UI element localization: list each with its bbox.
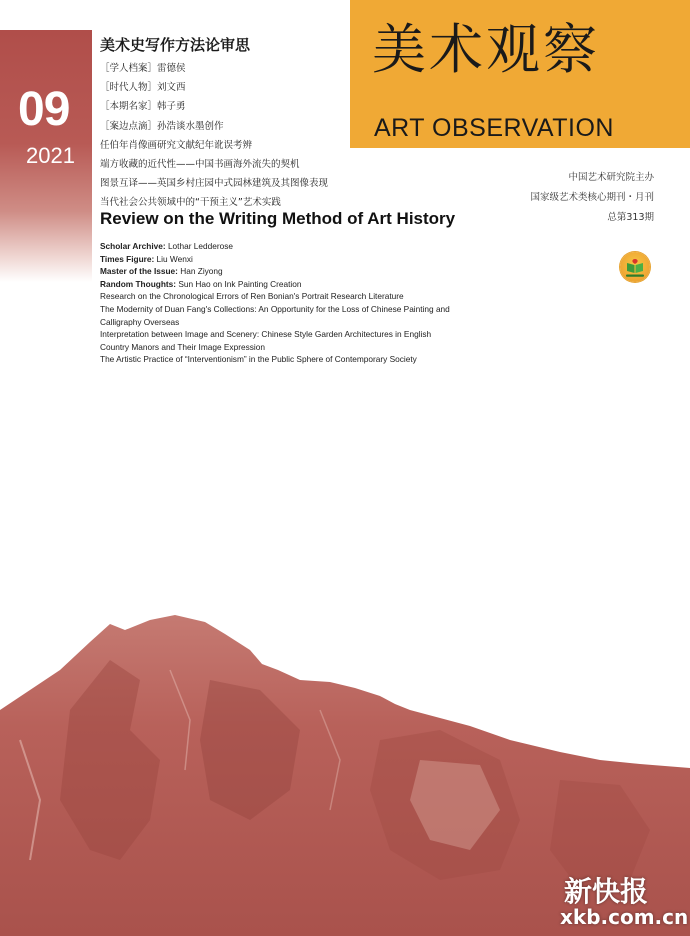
publisher-line: 国家级艺术类核心期刊・月刊	[530, 192, 654, 203]
contents-en-item: Research on the Chronological Errors of Ren Bonian's Portrait Research Literature	[100, 291, 404, 302]
masthead-title-cn: 美术观察	[372, 18, 600, 81]
contents-cn-item: 当代社会公共领域中的“干预主义”艺术实践	[100, 197, 281, 209]
open-book-icon	[620, 252, 650, 282]
contents-en-heading: Review on the Writing Method of Art History	[100, 209, 456, 228]
contents-cn-heading: 美术史写作方法论审思	[100, 36, 251, 54]
issue-number: 09	[18, 83, 70, 136]
contents-cn-item: ［本期名家］韩子勇	[100, 101, 186, 113]
contents-en-item: Interpretation between Image and Scenery: Chinese Style Garden Architectures in English Country Manors and Their Image Expression	[100, 329, 432, 352]
contents-cn-item: ［学人档案］雷德侯	[100, 63, 186, 74]
contents-en-item: Scholar Archive: Lothar Ledderose	[100, 241, 233, 251]
contents-cn-item: 任伯年肖像画研究文献纪年讹误考辨	[100, 139, 253, 151]
contents-en-item: Master of the Issue: Han Ziyong	[100, 266, 223, 277]
issue-year: 2021	[26, 143, 75, 168]
contents-cn-item: 图景互译——英国乡村庄园中式园林建筑及其图像表现	[100, 178, 329, 190]
contents-cn-list	[100, 59, 328, 213]
publisher-line: 总第313期	[607, 212, 654, 223]
publisher-line: 中国艺术研究院主办	[568, 172, 654, 183]
masthead-block	[350, 0, 690, 148]
contents-en-item: Times Figure: Liu Wenxi	[100, 253, 193, 264]
publisher-info	[530, 168, 654, 228]
masthead-title-en: ART OBSERVATION	[374, 114, 614, 142]
contents-en-item: The Modernity of Duan Fang's Collections: An Opportunity for the Loss of Chinese Painting and Calligraphy Overseas	[100, 303, 450, 327]
contents-en-item: Random Thoughts: Sun Hao on Ink Painting Creation	[100, 278, 302, 289]
award-badge	[620, 252, 650, 282]
contents-cn-item: ［案边点滴］孙浩谈水墨创作	[100, 120, 224, 132]
watermark-url: xkb.com.cn	[560, 905, 689, 929]
issue-band	[0, 30, 92, 282]
contents-en-list	[100, 240, 460, 366]
contents-cn-item: ［时代人物］刘文西	[100, 82, 186, 94]
watermark-name: 新快报	[564, 875, 649, 908]
contents-cn-item: 端方收藏的近代性——中国书画海外流失的契机	[100, 159, 300, 171]
contents-en-item: The Artistic Practice of “Interventionism” in the Public Sphere of Contemporary Society	[100, 354, 417, 365]
